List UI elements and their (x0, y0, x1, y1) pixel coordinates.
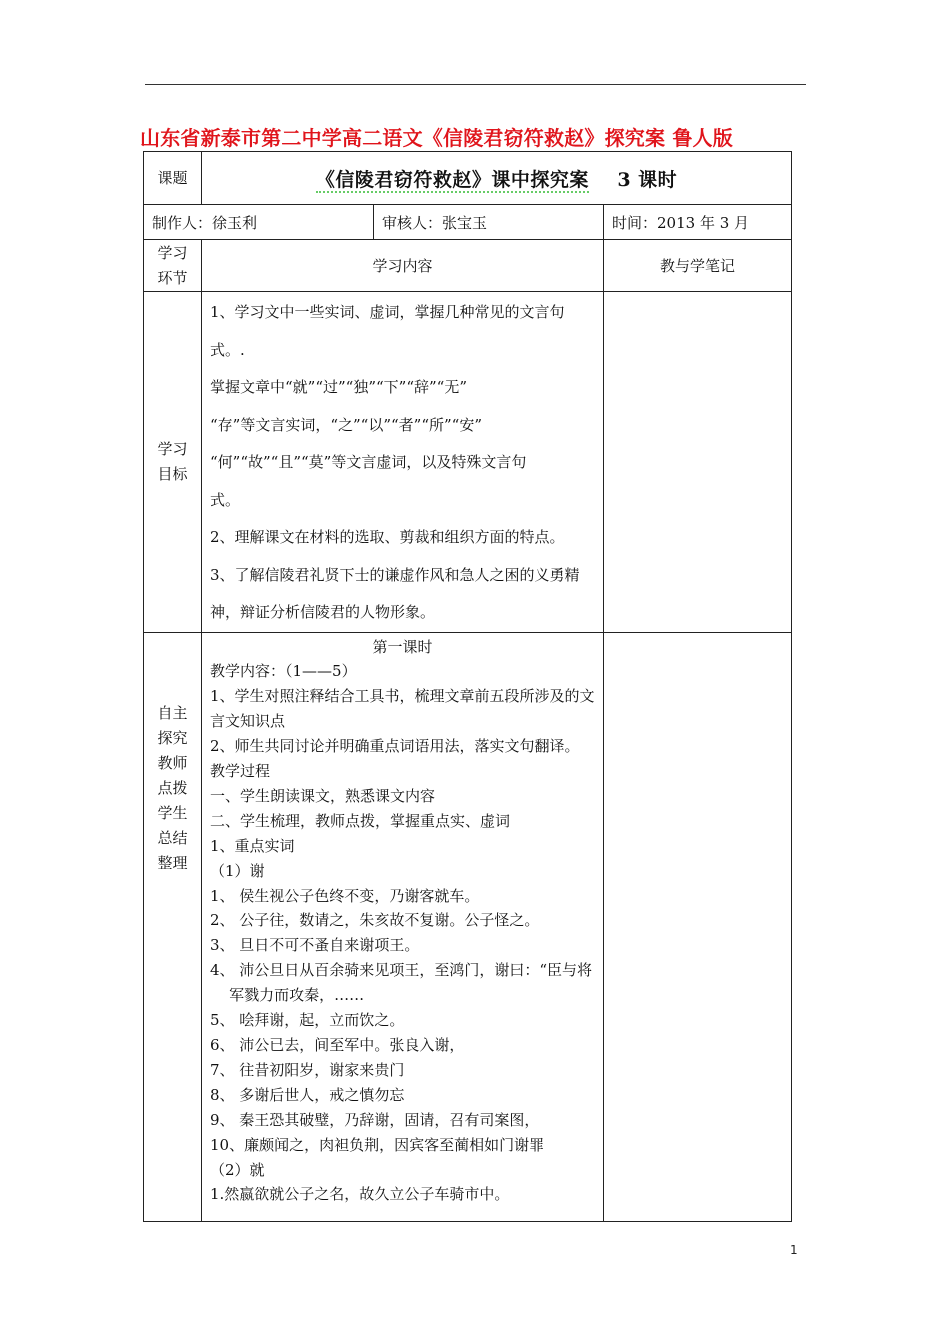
inquiry-label-line: 自主 (157, 703, 188, 722)
page-number: 1 (790, 1243, 798, 1257)
inquiry-line: 1、重点实词 (210, 836, 295, 855)
lesson-title-cell (202, 152, 792, 205)
goal-line: “何”“故”“且”“莫”等文言虚词，以及特殊文言句 (210, 453, 527, 471)
inquiry-line: 1、学生对照注释结合工具书，梳理文章前五段所涉及的文 (210, 687, 595, 706)
lesson-title: 《信陵君窃符救赵》课中探究案 (315, 168, 589, 191)
goals-label-line: 目标 (157, 464, 188, 483)
inquiry-line: 1.然嬴欲就公子之名，故久立公子车骑市中。 (210, 1185, 510, 1204)
topic-label: 课题 (144, 152, 202, 205)
inquiry-line: 2、师生共同讨论并明确重点词语用法，落实文句翻译。 (210, 737, 580, 756)
inquiry-line: 教学过程 (210, 762, 271, 781)
lesson-duration: 3 课时 (617, 168, 678, 191)
inquiry-notes (604, 632, 792, 1221)
inquiry-line: 4、 沛公旦日从百余骑来见项王，至鸿门，谢曰：“臣与将 (210, 961, 592, 980)
inquiry-line: 言文知识点 (210, 712, 286, 731)
goal-line: 2、理解课文在材料的选取、剪裁和组织方面的特点。 (210, 528, 565, 546)
inquiry-label-line: 点拨 (157, 778, 188, 797)
goals-notes (604, 292, 792, 633)
topic-row (144, 152, 792, 205)
inquiry-row (144, 632, 792, 1221)
inquiry-line: 8、 多谢后世人，戒之慎勿忘 (210, 1085, 405, 1104)
meta-row (144, 205, 792, 240)
section-label-line: 学习 (157, 243, 188, 262)
goals-row (144, 292, 792, 633)
inquiry-line: 5、 哙拜谢，起，立而饮之。 (210, 1011, 405, 1030)
inquiry-line: 1、 侯生视公子色终不变，乃谢客就车。 (210, 886, 480, 905)
notes-header: 教与学笔记 (604, 240, 792, 292)
goal-line: 1、学习文中一些实词、虚词，掌握几种常见的文言句式。. (210, 303, 565, 359)
inquiry-line: 9、 秦王恐其破璧，乃辞谢，固请，召有司案图， (210, 1110, 540, 1129)
inquiry-line: 军戮力而攻秦，…… (210, 986, 365, 1005)
inquiry-line: 2、 公子往，数请之，朱亥故不复谢。公子怪之。 (210, 911, 540, 930)
inquiry-label-line: 整理 (157, 853, 188, 872)
inquiry-label-line: 教师 (157, 753, 188, 772)
inquiry-line: （2）就 (210, 1160, 265, 1179)
goals-label-line: 学习 (157, 439, 188, 458)
goal-line: 式。 (210, 490, 241, 509)
inquiry-label-line: 总结 (157, 828, 188, 847)
content-header: 学习内容 (202, 240, 604, 292)
goal-line: 神，辩证分析信陵君的人物形象。 (210, 603, 436, 621)
goals-content (202, 292, 604, 633)
goals-label (144, 292, 202, 633)
inquiry-label-line: 学生 (157, 803, 188, 822)
goal-line: 3、了解信陵君礼贤下士的谦虚作风和急人之困的义勇精 (210, 565, 580, 584)
inquiry-label (144, 632, 202, 1221)
inquiry-line: 二、学生梳理，教师点拨，掌握重点实、虚词 (210, 811, 511, 830)
inquiry-line: 10、廉颇闻之，肉袒负荆，因宾客至蔺相如门谢罪 (210, 1135, 545, 1154)
inquiry-line: 教学内容：（1——5） (210, 662, 357, 681)
header-rule (145, 84, 806, 85)
goal-line: “存”等文言实词，“之”“以”“者”“所”“安” (210, 415, 483, 434)
inquiry-line: 6、 沛公已去，间至军中。张良入谢， (210, 1036, 465, 1054)
inquiry-line: 7、 往昔初阳岁，谢家来贵门 (210, 1060, 405, 1079)
section-label-line: 环节 (157, 268, 188, 287)
inquiry-line: 3、 旦日不可不蚤自来谢项王。 (210, 936, 420, 955)
inquiry-line: （1）谢 (210, 861, 265, 880)
inquiry-heading: 第一课时 (372, 637, 433, 656)
author-cell: 制作人：徐玉利 (144, 205, 374, 240)
inquiry-line: 一、学生朗读课文，熟悉课文内容 (210, 786, 436, 805)
inquiry-content (202, 632, 604, 1221)
inquiry-label-line: 探究 (157, 728, 188, 747)
lesson-plan-table (143, 151, 792, 1222)
goal-line: 掌握文章中“就”“过”“独”“下”“辞”“无” (210, 378, 468, 396)
reviewer-cell: 审核人：张宝玉 (374, 205, 604, 240)
column-header-row (144, 240, 792, 292)
date-cell: 时间：2013 年 3 月 (604, 205, 792, 240)
section-label (144, 240, 202, 292)
document-title: 山东省新泰市第二中学高二语文《信陵君窃符救赵》探究案 鲁人版 (140, 126, 733, 150)
